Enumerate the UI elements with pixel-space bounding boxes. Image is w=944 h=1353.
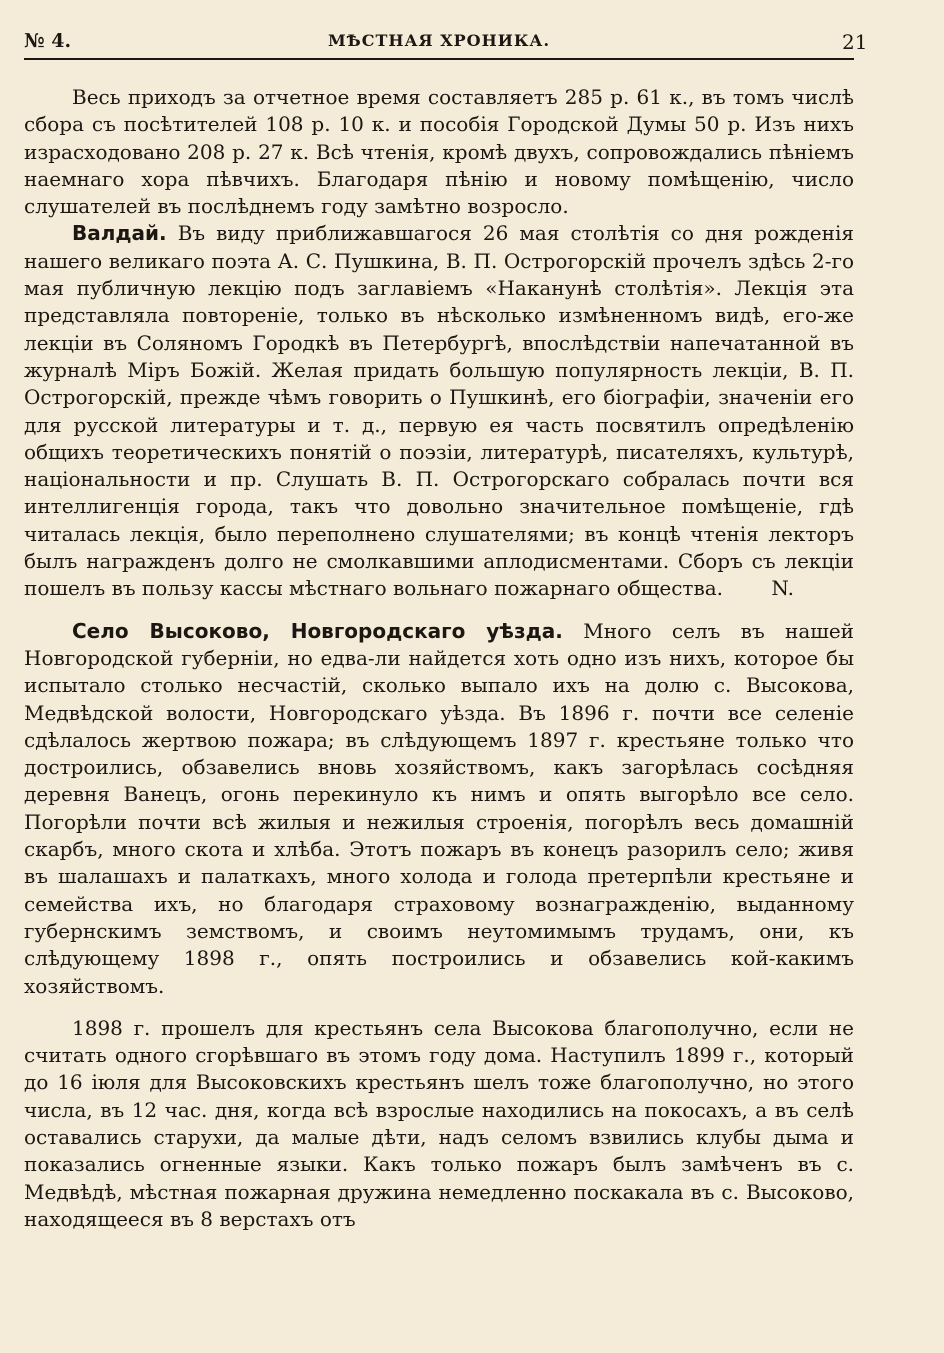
paragraph-2-text: Въ виду приближавшагося 26 мая столѣтія со дня рожденія нашего великаго поэта А. С. Пушкина, В. П. Острогорскій прочелъ здѣсь 2-го мая публичную лекцію подъ заглавіемъ «Наканунѣ столѣтія». Лекція эта представляла повтореніе, только въ нѣсколько измѣненномъ видѣ, его-же лекціи въ Соляномъ Городкѣ въ Петербургѣ, впослѣдствіи напечатанной въ журналѣ Міръ Божій. Желая придать большую популярность лекціи, В. П. Острогорскій, прежде чѣмъ говорить о Пушкинѣ, его біографіи, значеніи его для русской литературы и т. д., первую ея часть посвятилъ опредѣленію общихъ теоретическихъ понятій о поэзіи, литературѣ, писателяхъ, культурѣ, національности и пр. Слушать В. П. Острогорскаго собралась почти вся интеллигенція города, такъ что довольно значительное помѣщеніе, гдѣ читалась лекція, было переполнено слушателями; въ концѣ чтенія лекторъ былъ награжденъ долго не смолкавшими аплодисментами. Сборъ съ лекціи пошелъ въ пользу кассы мѣстнаго вольнаго пожарнаго общества. — [24, 221, 854, 601]
page-header — [24, 30, 868, 60]
issue-number: № 4. — [24, 30, 72, 52]
paragraph-3-text: Много селъ въ нашей Новгородской губерніи, но едва-ли найдется хоть одно изъ нихъ, которое бы испытало столько несчастій, сколько выпало ихъ на долю с. Высокова, Медвѣдской волости, Новгородскаго уѣзда. Въ 1896 г. почти все селеніе сдѣлалось жертвою пожара; въ слѣдующемъ 1897 г. крестьяне только что достроились, обзавелись вновь хозяйствомъ, какъ загорѣлась сосѣдняя деревня Ванецъ, огонь перекинуло къ нимъ и опять выгорѣло все село. Погорѣли почти всѣ жилыя и нежилыя строенія, погорѣлъ весь домашній скарбъ, много скота и хлѣба. Этотъ пожаръ въ конецъ разорилъ село; живя въ шалашахъ и палаткахъ, много холода и голода претерпѣли крестьяне и семейства ихъ, но благодаря страховому вознагражденію, выданному губернскимъ земствомъ, и своимъ неутомимымъ трудамъ, они, къ слѣдующему 1898 г., опять построились и обзавелись кой-какимъ хозяйствомъ. — [24, 618, 855, 998]
paragraph-1: Весь приходъ за отчетное время составляетъ 285 р. 61 к., въ томъ числѣ сбора съ посѣтителей 108 р. 10 к. и пособія Городской Думы 50 р. Изъ нихъ израсходовано 208 р. 27 к. Всѣ чтенія, кромѣ двухъ, сопровождались пѣніемъ наемнаго хора пѣвчихъ. Благодаря пѣнію и новому помѣщенію, число слушателей въ послѣднемъ году замѣтно возросло. — [24, 85, 854, 219]
paragraph-3 — [24, 618, 854, 1000]
article-body — [24, 84, 854, 1233]
paragraph-4: 1898 г. прошелъ для крестьянъ села Высокова благополучно, если не считать одного сгорѣвшаго въ этомъ году дома. Наступилъ 1899 г., который до 16 іюля для Высоковскихъ крестьянъ шелъ тоже благополучно, но этого числа, въ 12 час. дня, когда всѣ взрослые находились на покосахъ, а въ селѣ оставались старухи, да малые дѣти, надъ селомъ взвились клубы дыма и показались огненные языки. Какъ только пожаръ былъ замѣченъ въ с. Медвѣдѣ, мѣстная пожарная дружина немедленно поскакала въ с. Высоково, находящееся въ 8 верстахъ отъ — [24, 1015, 854, 1231]
paragraph-2 — [24, 220, 854, 602]
paragraph-2-lead: Валдай. — [72, 221, 167, 246]
paragraph-3-lead: Село Высоково, Новгородскаго уѣзда. — [72, 618, 563, 643]
signature: N. — [771, 576, 794, 601]
section-title: МѢСТНАЯ ХРОНИКА. — [327, 31, 551, 50]
page-number: 21 — [842, 30, 868, 54]
